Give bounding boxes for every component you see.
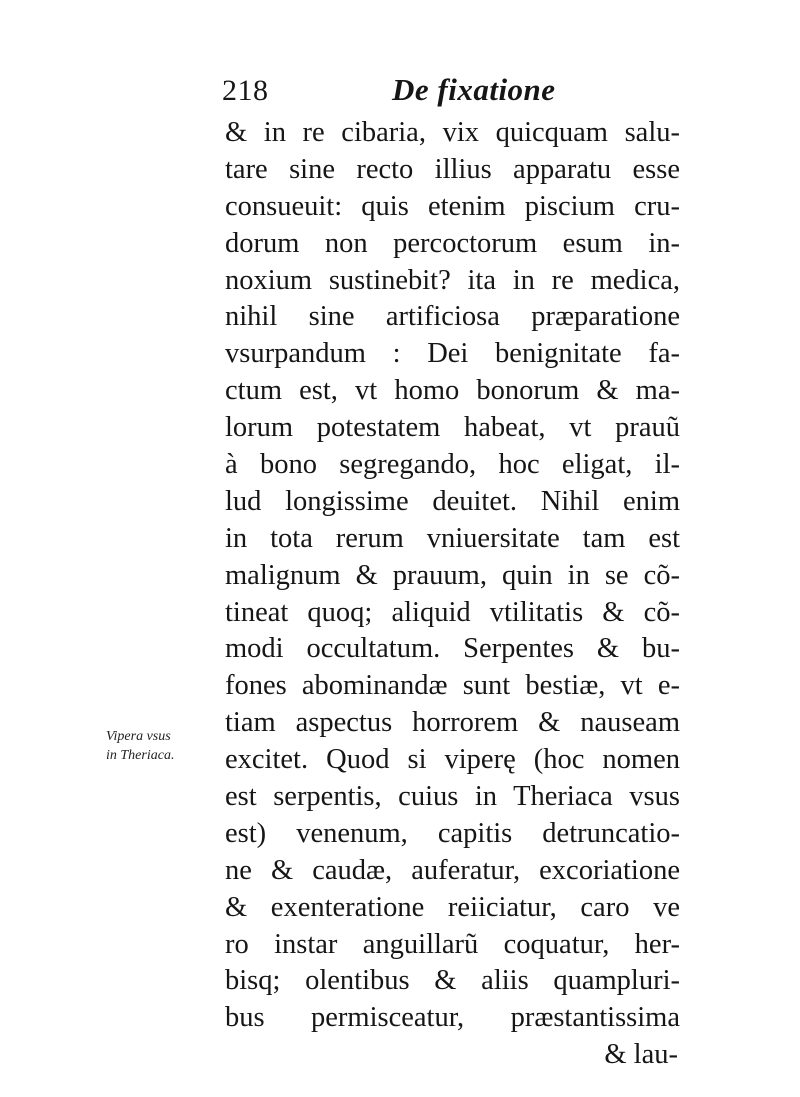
text-line: ne & caudæ, auferatur, excoriatione — [225, 854, 680, 886]
text-line: nihil sine artificiosa præparatione — [225, 301, 680, 333]
text-line: tiam aspectus horrorem & nauseam — [225, 707, 680, 739]
text-line: bisq; olentibus & aliis quampluri- — [225, 965, 680, 997]
text-line: modi occultatum. Serpentes & bu- — [225, 633, 680, 665]
text-line: noxium sustinebit? ita in re medica, — [225, 264, 680, 296]
catchword: & lau- — [604, 1039, 678, 1071]
page-header — [222, 74, 682, 114]
text-line: lorum potestatem habeat, vt prauũ — [225, 412, 680, 444]
text-line: est serpentis, cuius in Theriaca vsus — [225, 781, 680, 813]
text-line: est) venenum, capitis detruncatio- — [225, 817, 680, 849]
page-number: 218 — [222, 74, 269, 107]
text-line: excitet. Quod si viperę (hoc nomen — [225, 744, 680, 776]
text-line: tineat quoq; aliquid vtilitatis & cõ- — [225, 596, 680, 628]
text-line: malignum & prauum, quin in se cõ- — [225, 559, 680, 591]
text-line: in tota rerum vniuersitate tam est — [225, 522, 680, 554]
text-line: lud longissime deuitet. Nihil enim — [225, 485, 680, 517]
text-line: à bono segregando, hoc eligat, il- — [225, 449, 680, 481]
text-line: bus permisceatur, præstantissima — [225, 1002, 680, 1034]
marginal-note-line: Vipera vsus — [106, 729, 171, 744]
text-line: fones abominandæ sunt bestiæ, vt e- — [225, 670, 680, 702]
text-line: & in re cibaria, vix quicquam salu- — [225, 117, 680, 148]
text-line: & exenteratione reiiciatur, caro ve — [225, 891, 680, 923]
text-line: dorum non percoctorum esum in- — [225, 227, 680, 259]
text-line: tare sine recto illius apparatu esse — [225, 153, 680, 185]
body-text — [225, 115, 680, 1074]
text-line: ro instar anguillarũ coquatur, her- — [225, 928, 680, 960]
text-line: vsurpandum : Dei benignitate fa- — [225, 338, 680, 370]
marginal-note-line: in Theriaca. — [106, 748, 175, 763]
text-line: ctum est, vt homo bonorum & ma- — [225, 375, 680, 407]
text-line: consueuit: quis etenim piscium cru- — [225, 190, 680, 222]
marginal-note — [106, 727, 218, 765]
running-title: De fixatione — [392, 72, 556, 107]
